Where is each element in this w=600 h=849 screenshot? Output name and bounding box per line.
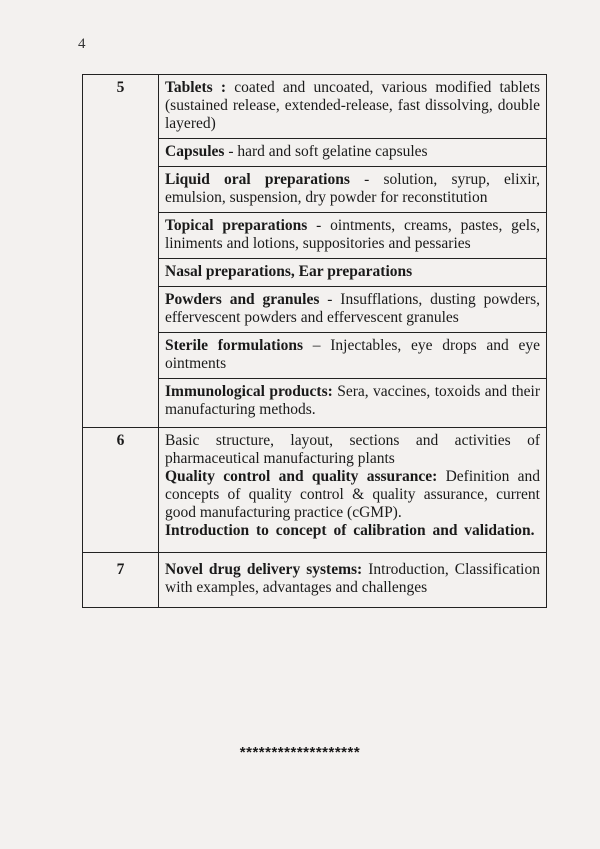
topic-heading: Introduction to concept of calibration and validation. — [165, 522, 535, 539]
topic-text: – Injectables, eye drops and eye ointments — [165, 337, 540, 372]
unit-number: 6 — [83, 428, 159, 553]
syllabus-table — [82, 74, 547, 608]
topic-cell — [159, 333, 547, 379]
topic-cell — [159, 259, 547, 287]
topic-text: - solution, syrup, elixir, emulsion, suspension, dry powder for reconstitution — [165, 171, 540, 206]
topic-text: Introduction, Classification with examples, advantages and challenges — [165, 561, 540, 596]
page-number: 4 — [78, 36, 86, 52]
topic-cell — [159, 167, 547, 213]
unit-number: 7 — [83, 553, 159, 608]
topic-text: - Insufflations, dusting powders, effervescent powders and effervescent granules — [165, 291, 540, 326]
table-row-unit-6 — [83, 428, 547, 553]
topic-text: Definition and concepts of quality control & quality assurance, current good manufacturing practice (cGMP). — [165, 468, 540, 521]
topic-cell — [159, 139, 547, 167]
topic-heading: Topical preparations — [165, 217, 308, 234]
topic-cell — [159, 553, 547, 608]
topic-text: Sera, vaccines, toxoids and their manufacturing methods. — [165, 383, 541, 418]
topic-heading: Liquid oral preparations — [165, 171, 350, 188]
topic-heading: Tablets : — [165, 79, 227, 96]
topic-text: coated and uncoated, various modified tablets (sustained release, extended-release, fast dissolving, double layered) — [165, 79, 541, 132]
topic-heading: Capsules — [165, 143, 225, 160]
table-row-unit-7 — [83, 553, 547, 608]
topic-heading: Quality control and quality assurance: — [165, 468, 438, 485]
topic-heading: Nasal preparations, Ear preparations — [165, 263, 413, 280]
topic-cell — [159, 379, 547, 428]
topic-heading: Novel drug delivery systems: — [165, 561, 363, 578]
topic-heading: Sterile formulations — [165, 337, 304, 354]
footer-stars: ******************* — [239, 744, 361, 761]
topic-text: - ointments, creams, pastes, gels, liniments and lotions, suppositories and pessaries — [165, 217, 540, 252]
topic-cell — [159, 287, 547, 333]
unit-number: 5 — [83, 75, 159, 428]
table-row-unit-5 — [83, 75, 547, 139]
topic-text: - hard and soft gelatine capsules — [224, 143, 428, 160]
topic-heading: Immunological products: — [165, 383, 333, 400]
topic-heading: Powders and granules — [165, 291, 320, 308]
topic-cell — [159, 75, 547, 139]
topic-cell — [159, 213, 547, 259]
topic-cell — [159, 428, 547, 553]
topic-text: Basic structure, layout, sections and activities of pharmaceutical manufacturing plants — [165, 432, 540, 467]
